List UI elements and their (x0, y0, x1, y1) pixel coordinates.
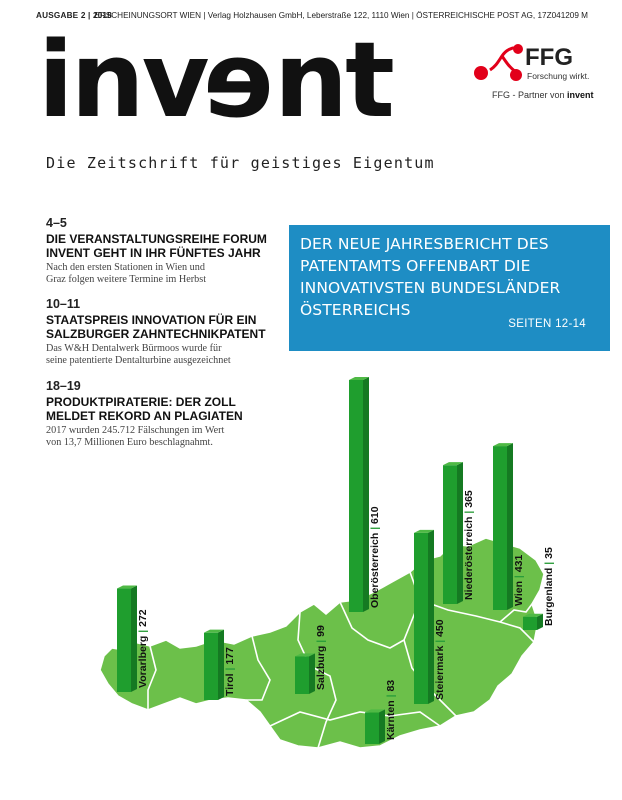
bar-label: Salzburg | 99 (315, 625, 327, 690)
bar-label: Oberösterreich | 610 (369, 506, 381, 608)
bar-front (443, 465, 457, 604)
bar-niederösterreich (443, 462, 463, 604)
imprint-text: ERSCHEINUNGSORT WIEN | Verlag Holzhausen GmbH, Leberstraße 122, 1110 Wien | ÖSTERREICHISCHE POST AG, 17Z041209 M (94, 11, 588, 20)
masthead-part-1: inv (38, 19, 207, 141)
feature-headline-line: DER NEUE JAHRESBERICHT DES (300, 235, 549, 253)
bar-label: Niederösterreich | 365 (463, 490, 475, 600)
bar-label: Steiermark | 450 (434, 619, 446, 700)
masthead-flipped-letter: e (206, 19, 275, 141)
feature-pages: SEITEN 12-14 (508, 318, 586, 330)
ffg-name: FFG (525, 44, 573, 71)
bar-label: Vorarlberg | 272 (137, 609, 149, 688)
article-headline-line: PRODUKTPIRATERIE: DER ZOLL (46, 395, 236, 409)
article-headline-line: DIE VERANSTALTUNGSREIHE FORUM (46, 232, 267, 246)
article-headline-line: INVENT GEHT IN IHR FÜNFTES JAHR (46, 246, 261, 260)
article-teaser-line: Graz folgen weitere Termine im Herbst (46, 274, 207, 285)
bar-front (365, 712, 379, 744)
article-headline-line: SALZBURGER ZAHNTECHNIKPATENT (46, 327, 266, 341)
bar-label: Kärnten | 83 (385, 679, 397, 740)
article-headline-line: MELDET REKORD AN PLAGIATEN (46, 409, 243, 423)
ffg-partner-brand: invent (567, 90, 594, 100)
bar-front (295, 656, 309, 694)
ffg-partner-text: FFG - Partner von (492, 90, 565, 100)
bar-label: Wien | 431 (513, 554, 525, 606)
feature-headline-line: PATENTAMTS OFFENBART DIE (300, 257, 531, 275)
masthead-part-2: nt (274, 19, 392, 141)
bar-label: Tirol | 177 (224, 647, 236, 696)
article-pages: 10–11 (46, 297, 81, 311)
bar-wien (493, 443, 513, 610)
bar-oberösterreich (349, 377, 369, 612)
bar-front (117, 589, 131, 692)
bar-front (349, 380, 363, 612)
article-teaser-line: von 13,7 Millionen Euro beschlagnahmt. (46, 437, 213, 448)
bar-kärnten (365, 709, 385, 744)
article-teaser-line: seine patentierte Dentalturbine ausgezeichnet (46, 355, 231, 366)
article-teaser-line: Das W&H Dentalwerk Bürmoos wurde für (46, 343, 222, 354)
bar-front (523, 617, 537, 630)
feature-headline-line: INNOVATIVSTEN BUNDESLÄNDER (300, 279, 561, 297)
bar-front (493, 446, 507, 610)
article-pages: 18–19 (46, 379, 81, 393)
bar-burgenland (523, 614, 543, 630)
article-teaser-line: Nach den ersten Stationen in Wien und (46, 262, 205, 273)
bar-label: Burgenland | 35 (543, 547, 555, 626)
feature-headline-line: ÖSTERREICHS (300, 301, 411, 319)
bar-salzburg (295, 653, 315, 694)
bar-front (414, 533, 428, 704)
article-headline-line: STAATSPREIS INNOVATION FÜR EIN (46, 313, 257, 327)
bar-vorarlberg (117, 586, 137, 692)
ffg-slogan: Forschung wirkt. (527, 71, 590, 81)
article-pages: 4–5 (46, 216, 67, 230)
masthead-tagline: Die Zeitschrift für geistiges Eigentum (46, 154, 435, 172)
bar-front (204, 633, 218, 700)
article-teaser-line: 2017 wurden 245.712 Fälschungen im Wert (46, 425, 225, 436)
issue-number: AUSGABE 2 | 2018 (36, 11, 113, 20)
bar-tirol (204, 630, 224, 700)
bar-steiermark (414, 530, 434, 704)
